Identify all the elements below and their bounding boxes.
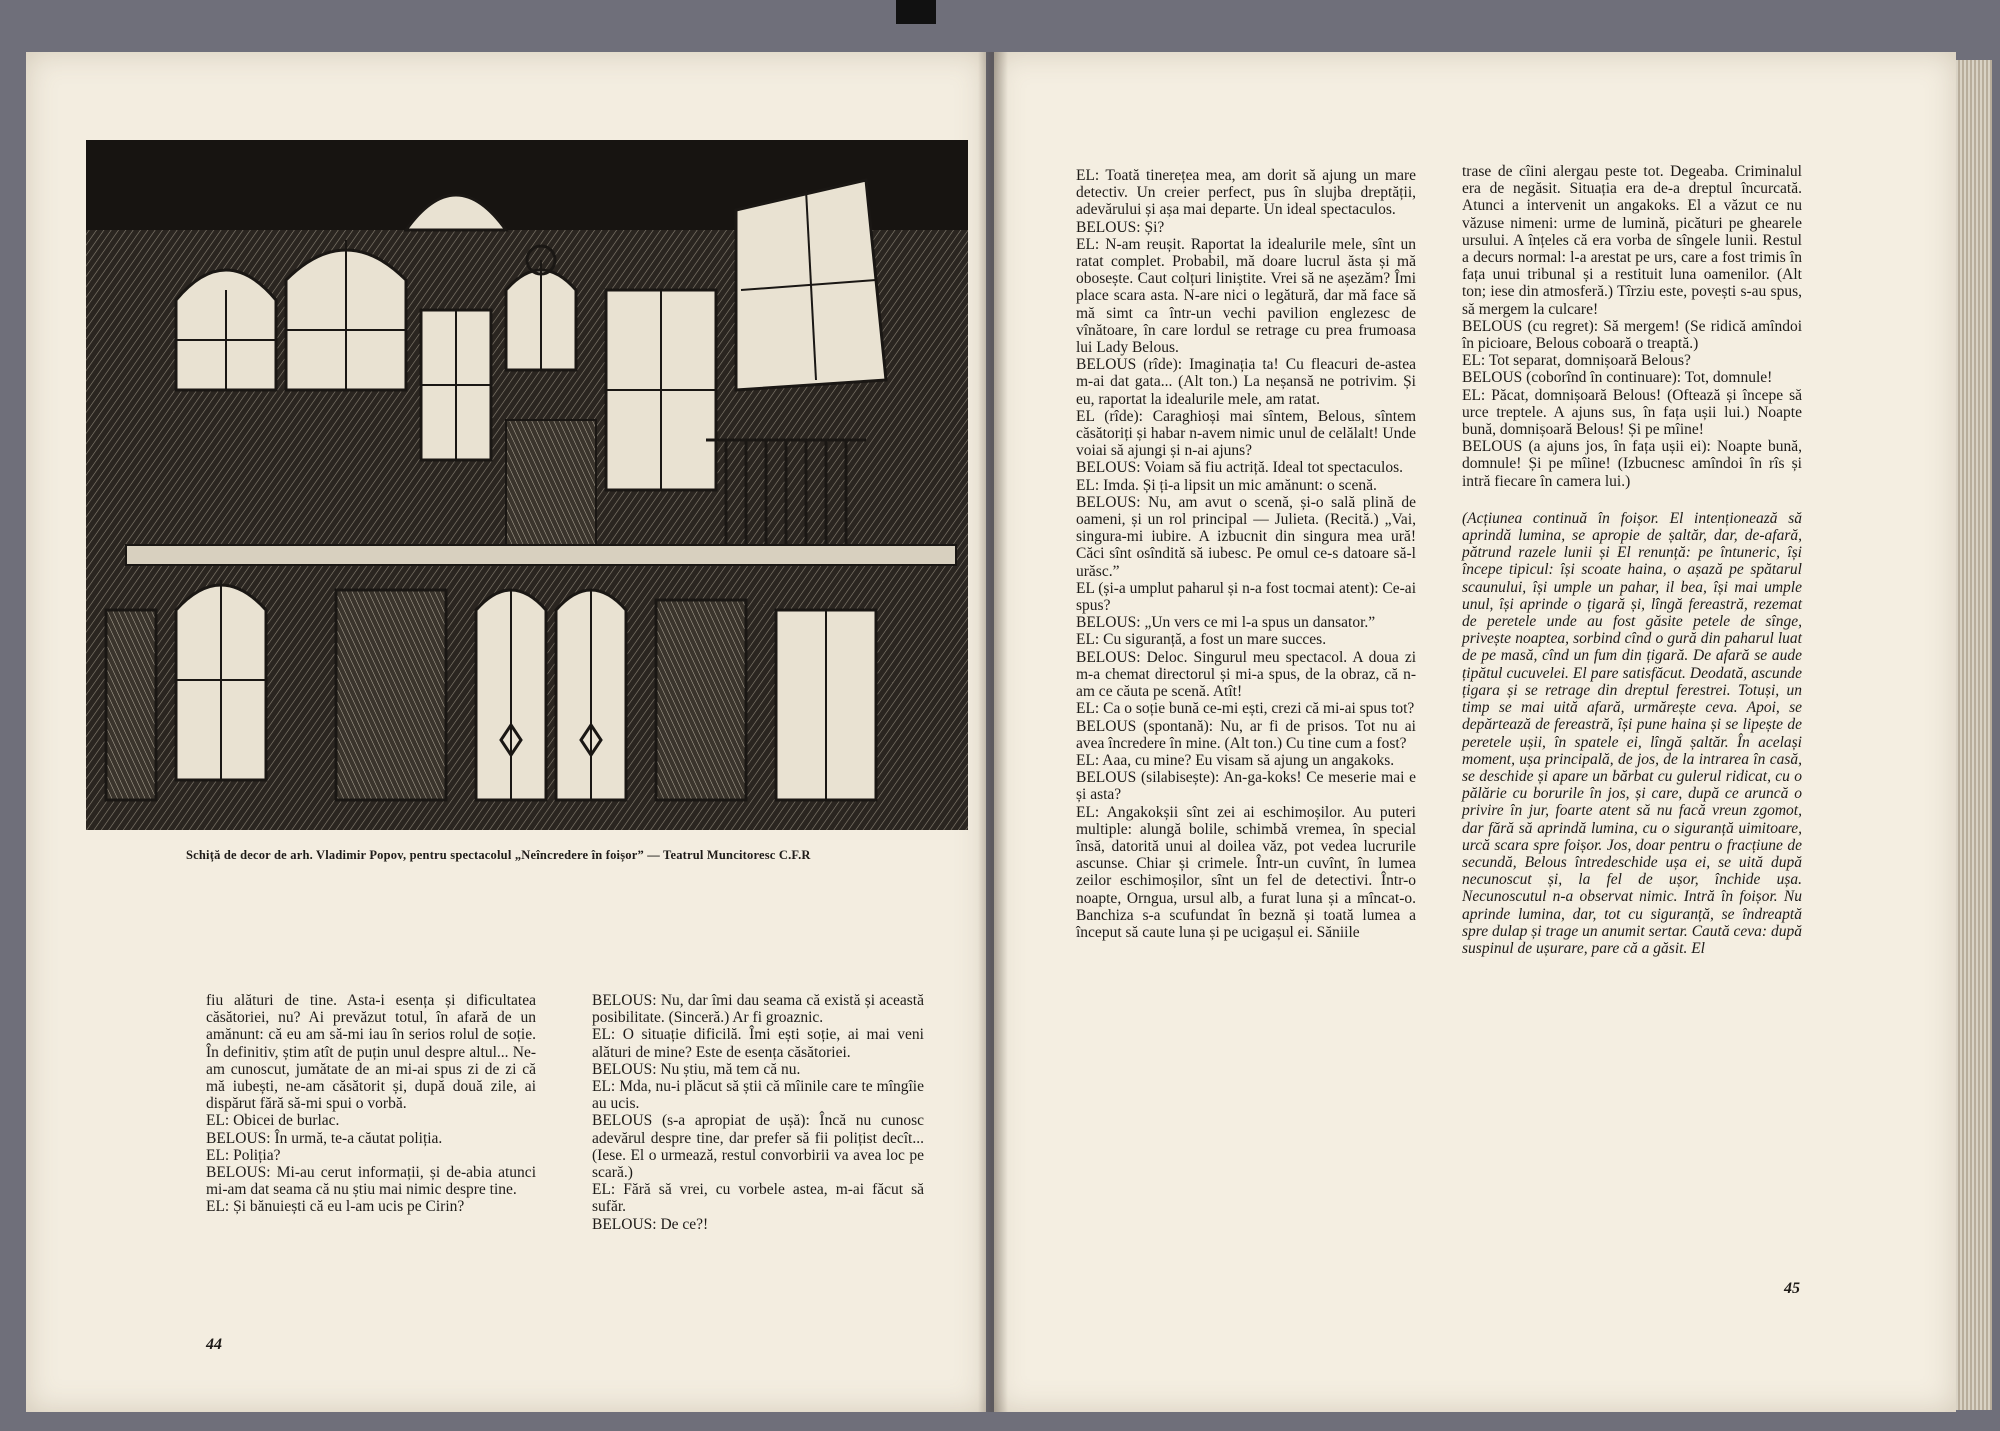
dialogue-line: BELOUS: Nu, dar îmi dau seama că există și această posibilitate. (Sinceră.) Ar fi groaznic. bbox=[592, 992, 924, 1027]
dialogue-line: BELOUS (coborînd în continuare): Tot, domnule! bbox=[1462, 369, 1773, 387]
dialogue-line: EL: O situație dificilă. Îmi ești soție, ai mai veni alături de mine? Este de esența căsătoriei. bbox=[592, 1026, 924, 1061]
dialogue-line: BELOUS (cu regret): Să mergem! (Se ridică amîndoi în picioare, Belous coboară o treaptă.) bbox=[1462, 317, 1802, 353]
dialogue-line: BELOUS (a ajuns jos, în fața ușii ei): Noapte bună, domnule! Și pe mîine! (Izbucnesc amîndoi în rîs și intră fiecare în camera lui.) bbox=[1462, 438, 1802, 490]
dialogue-line: EL: N-am reușit. Raportat la idealurile mele, sînt un ratat complet. Probabil, mă doare lucrul ăsta și mă obosește. Caut colțuri liniștite. Vrei să ne așezăm? Îmi place scara asta. N-are nici o legătură, dar mă face să mă simt ca într-un vechi pavilion englezesc de vînătoare, în care lordul se retrage cu prea frumoasa lui Lady Belous. bbox=[1076, 235, 1416, 357]
page-number-left: 44 bbox=[206, 1336, 222, 1353]
dialogue-line: EL: Cu siguranță, a fost un mare succes. bbox=[1076, 631, 1327, 649]
left-column-2 bbox=[592, 992, 924, 1233]
stage-direction: (Acțiunea continuă în foișor. El intenționează să aprindă lumina, se apropie de șaltăr, dar, de-afară, pătrund razele lunii și El renunță: pe întuneric, își începe tipicul: își scoate haina, o așază pe spătarul scaunului, își umple un pahar, il bea, își mai umple unul, își aprinde o țigară și, lîngă fereastră, rezemat de peretele unde au fost găsite petele de sînge, privește noaptea, sorbind cînd o gură din paharul luat de pe masă, cînd un fum din țigară. De afară se aude țipătul cucuvelei. El pare satisfăcut. Deodată, ascunde țigara și se retrage din dreptul ferestrei. Totuși, un timp se mai uită afară, urmărește ceva. Apoi, se depărtează de fereastră, își pune haina și se lipește de peretele ușii, în spatele ei, lîngă șaltăr. În același moment, ușa principală, de jos, de la intrarea în casă, se deschide și apare un bărbat cu gulerul ridicat, cu o pălărie cu borurile în jos, și care, după ce aruncă o privire în jur, foarte atent să nu facă vreun zgomot, dar fără să aprindă lumina, cu o siguranță uimitoare, urcă scara spre foișor. Jos, doar pentru o fracțiune de secundă, Belous întredeschide ușa ei, se uită după necunoscut și, la fel de ușor, închide ușa. Necunoscutul n-a observat nimic. Intră în foișor. Nu aprinde lumina, dar, tot cu siguranță, se îndreaptă spre dulap și trage un anumit sertar. Caută ceva: după suspinul de ușurare, pare că a găsit. El bbox=[1462, 509, 1802, 957]
page-number-right: 45 bbox=[1784, 1280, 1800, 1297]
right-column-1 bbox=[1076, 167, 1416, 941]
dialogue-line: BELOUS: De ce?! bbox=[592, 1215, 709, 1233]
dialogue-line: BELOUS (s-a apropiat de ușă): Încă nu cunosc adevărul despre tine, dar prefer să fii polițist decît... (Iese. El o urmează, restul convorbirii va avea loc pe scară.) bbox=[592, 1112, 924, 1182]
dialogue-line: EL: Toată tinerețea mea, am dorit să ajung un mare detectiv. Un creier perfect, pus în slujba dreptății, adevărului și așa mai departe. Un ideal spectaculos. bbox=[1076, 167, 1416, 219]
page-edges bbox=[1956, 60, 1992, 1410]
dialogue-line: EL: Păcat, domnișoară Belous! (Oftează și începe să urce treptele. A ajuns sus, în fața ușii lui.) Noapte bună, domnișoară Belous! Și pe mîine! bbox=[1462, 386, 1802, 439]
paragraph-gap bbox=[1462, 490, 1802, 510]
dialogue-line: EL: Și bănuiești că eu l-am ucis pe Cirin? bbox=[206, 1198, 465, 1216]
dialogue-line: BELOUS: Deloc. Singurul meu spectacol. A doua zi m-a chemat directorul și mi-a spus, de la obraz, că n-am ce căuta pe scenă. Atît! bbox=[1076, 648, 1416, 701]
dialogue-line: EL: Tot separat, domnișoară Belous? bbox=[1462, 352, 1691, 370]
dialogue-line: EL (și-a umplut paharul și n-a fost tocmai atent): Ce-ai spus? bbox=[1076, 579, 1416, 615]
dialogue-line: BELOUS: Mi-au cerut informații, și de-abia atunci mi-am dat seama că nu știu mai nimic despre tine. bbox=[206, 1164, 536, 1199]
dialogue-line: EL: Aaa, cu mine? Eu visam să ajung un angakoks. bbox=[1076, 751, 1395, 769]
dialogue-line: BELOUS (spontană): Nu, ar fi de prisos. Tot nu ai avea încredere în mine. (Alt ton.) Cu tine cum a fost? bbox=[1076, 717, 1416, 752]
paragraph: fiu alături de tine. Asta-i esența și dificultatea căsătoriei, nu? Ai prevăzut totul, în afară de un amănunt: că eu am să-mi iau în serios rolul de soție. În definitiv, știm atît de puțin unul despre altul... Ne-am cunoscut, jumătate de an mi-ai spus zi de zi că mă iubești, ne-am căsătorit și, după două zile, ai dispărut fără să-mi spui o vorbă. bbox=[206, 992, 536, 1113]
dialogue-line: EL: Mda, nu-i plăcut să știi că mîinile care te mîngîie au ucis. bbox=[592, 1078, 924, 1113]
illustration-caption: Schiță de decor de arh. Vladimir Popov, pentru spectacolul „Neîncredere în foișor” — Teatrul Muncitoresc C.F.R bbox=[186, 848, 811, 862]
dialogue-line: BELOUS: Și? bbox=[1076, 218, 1165, 236]
dialogue-line: BELOUS: Voiam să fiu actriță. Ideal tot spectaculos. bbox=[1076, 459, 1404, 477]
dialogue-line: EL: Obicei de burlac. bbox=[206, 1112, 340, 1130]
dialogue-line: BELOUS (silabisește): An-ga-koks! Ce meserie mai e și asta? bbox=[1076, 769, 1416, 804]
book-gutter bbox=[978, 52, 1008, 1412]
dialogue-line: BELOUS: „Un vers ce mi l-a spus un dansator.” bbox=[1076, 614, 1376, 632]
dialogue-line: EL: Fără să vrei, cu vorbele astea, m-ai făcut să sufăr. bbox=[592, 1181, 924, 1216]
dialogue-line: EL (rîde): Caraghioși mai sîntem, Belous, sîntem căsătoriți și habar n-avem nimic unul de celălalt! Unde voiai să ajungi și n-ai ajuns? bbox=[1076, 407, 1417, 460]
left-column-1 bbox=[206, 992, 536, 1216]
stage-set-illustration bbox=[86, 140, 968, 830]
dialogue-line: EL: Ca o soție bună ce-mi ești, crezi că mi-ai spus tot? bbox=[1076, 700, 1415, 718]
right-page bbox=[994, 52, 1956, 1412]
dialogue-line: BELOUS: În urmă, te-a căutat poliția. bbox=[206, 1129, 443, 1147]
bookmark-tab bbox=[896, 0, 936, 24]
left-page bbox=[26, 52, 986, 1412]
stage-set-drawing bbox=[86, 140, 968, 830]
dialogue-line: EL: Poliția? bbox=[206, 1146, 281, 1164]
dialogue-line: EL: Imda. Și ți-a lipsit un mic amănunt: o scenă. bbox=[1076, 476, 1377, 494]
dialogue-line: EL: Angakokșii sînt zei ai eschimoșilor. Au puteri multiple: alungă bolile, schimbă vremea, în special însă, datorită unui al doilea văz, pot vedea lucrurile ascunse. Chiar și crimele. Într-un cuvînt, în lumea zeilor eschimoșilor, sînt un fel de detectivi. Într-o noapte, Orngua, ursul alb, a furat luna și a mîncat-o. Banchiza s-a scufundat în beznă și toată lumea a început să caute luna și pe ucigașul ei. Săniile bbox=[1076, 803, 1416, 941]
dialogue-line: BELOUS: Nu știu, mă tem că nu. bbox=[592, 1060, 801, 1078]
dialogue-line: trase de cîini alergau peste tot. Degeaba. Criminalul era de negăsit. Situația era de-a dreptul încurcată. Atunci a intervenit un angakoks. El a văzut ce nu văzuse nimeni: urme de lumină, picături pe ghearele ursului. A înțeles că era vorba de sîngele lunii. Restul a decurs normal: l-a arestat pe urs, care a fost trimis în fața unui tribunal și a restituit luna oamenilor. (Alt ton; iese din atmosferă.) Tîrziu este, povești s-au spus, să mergem la culcare! bbox=[1462, 163, 1802, 318]
dialogue-line: BELOUS (rîde): Imaginația ta! Cu fleacuri de-astea m-ai dat gata... (Alt ton.) La neșansă ne potrivim. Și eu, raportat la idealurile mele, am ratat. bbox=[1076, 356, 1416, 408]
dialogue-line: BELOUS: Nu, am avut o scenă, și-o sală plină de oameni, și un rol principal — Julieta. (Recită.) „Vai, singura-mi iubire. A izbucnit din singura mea ură! Căci sînt osîndită să iubesc. Pe omul ce-s datoare să-l urăsc.” bbox=[1076, 493, 1416, 580]
right-column-2 bbox=[1462, 163, 1802, 957]
